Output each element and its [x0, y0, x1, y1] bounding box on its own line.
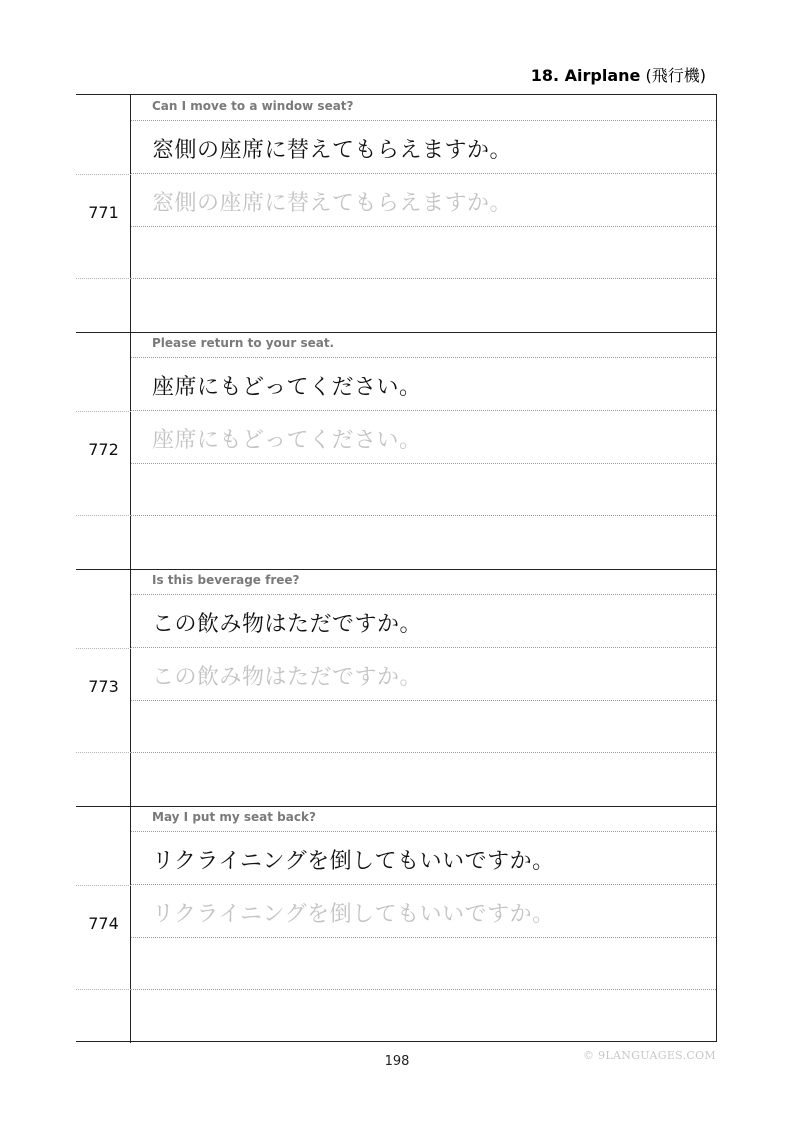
entry-block — [76, 806, 716, 1043]
english-sentence: Can I move to a window seat? — [152, 99, 354, 113]
page-number: 198 — [384, 1054, 410, 1069]
dotted-rule — [131, 989, 716, 990]
dotted-rule — [131, 700, 716, 701]
tracing-sentence: 座席にもどってください。 — [152, 428, 422, 453]
section-title-japanese: (飛行機) — [645, 66, 706, 85]
japanese-sentence: 窓側の座席に替えてもらえますか。 — [152, 138, 513, 163]
dotted-rule — [131, 120, 716, 121]
entry-number: 774 — [88, 914, 119, 933]
japanese-sentence: この飲み物はただですか。 — [152, 612, 423, 637]
entry-content — [131, 332, 716, 569]
number-cell-tick — [76, 411, 131, 412]
dotted-rule — [131, 752, 716, 753]
tracing-sentence: 窓側の座席に替えてもらえますか。 — [152, 191, 513, 216]
dotted-rule — [131, 647, 716, 648]
practice-sheet — [76, 94, 717, 1042]
copyright-watermark: © 9LANGUAGES.COM — [583, 1049, 716, 1062]
japanese-sentence: 座席にもどってください。 — [152, 375, 422, 400]
entry-content — [131, 569, 716, 806]
english-sentence: Is this beverage free? — [152, 573, 300, 587]
number-cell-tick — [76, 752, 131, 753]
number-cell-tick — [76, 648, 131, 649]
number-cell-tick — [76, 885, 131, 886]
number-cell-tick — [76, 515, 131, 516]
entry-number: 772 — [88, 440, 119, 459]
number-cell-tick — [76, 278, 131, 279]
entry-number: 771 — [88, 203, 119, 222]
entry-block — [76, 569, 716, 806]
dotted-rule — [131, 357, 716, 358]
dotted-rule — [131, 884, 716, 885]
entry-number-cell — [76, 95, 131, 332]
section-title: 18. Airplane — [530, 66, 641, 85]
dotted-rule — [131, 410, 716, 411]
dotted-rule — [131, 278, 716, 279]
entry-number-cell — [76, 569, 131, 806]
entry-block — [76, 95, 716, 332]
english-sentence: Please return to your seat. — [152, 336, 335, 350]
entry-number: 773 — [88, 677, 119, 696]
tracing-sentence: リクライニングを倒してもいいですか。 — [152, 902, 555, 927]
dotted-rule — [131, 515, 716, 516]
page-header — [531, 63, 706, 86]
dotted-rule — [131, 937, 716, 938]
entry-content — [131, 806, 716, 1043]
entry-number-cell — [76, 332, 131, 569]
tracing-sentence: この飲み物はただですか。 — [152, 665, 423, 690]
entry-block — [76, 332, 716, 569]
english-sentence: May I put my seat back? — [152, 810, 316, 824]
entry-content — [131, 95, 716, 332]
dotted-rule — [131, 831, 716, 832]
japanese-sentence: リクライニングを倒してもいいですか。 — [152, 849, 555, 874]
dotted-rule — [131, 463, 716, 464]
entry-number-cell — [76, 806, 131, 1043]
dotted-rule — [131, 594, 716, 595]
number-cell-tick — [76, 174, 131, 175]
dotted-rule — [131, 226, 716, 227]
number-cell-tick — [76, 989, 131, 990]
dotted-rule — [131, 173, 716, 174]
